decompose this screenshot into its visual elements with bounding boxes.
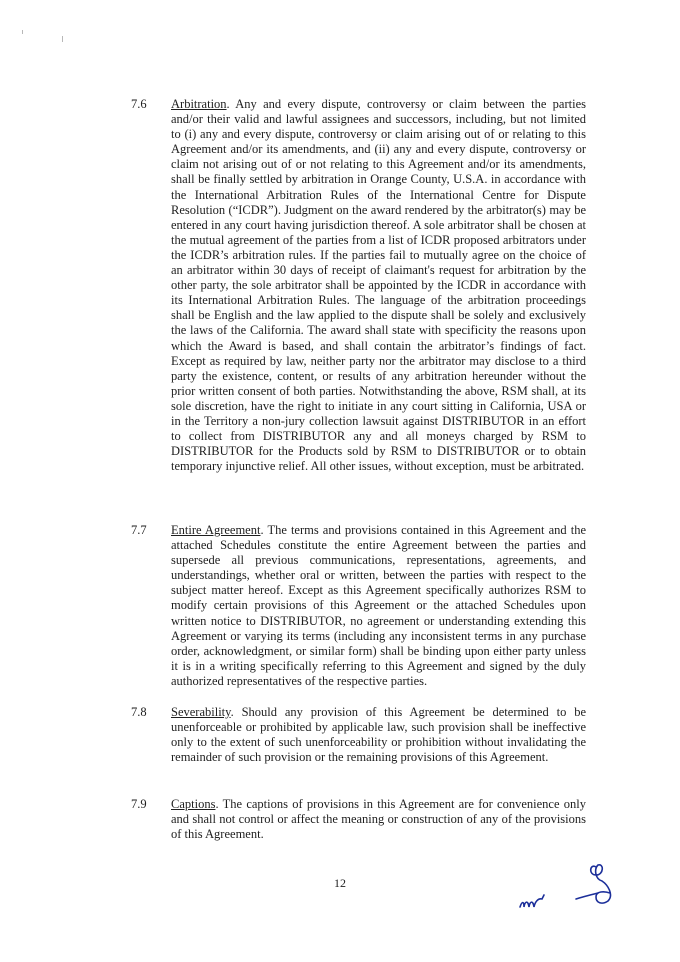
clause-text: . The captions of provisions in this Agreement are for convenience only and shall not control or affect the meaning or construction of any of the provisions of this Agreement. <box>171 797 586 842</box>
clause-heading: Arbitration <box>171 97 227 111</box>
clause-text: . The terms and provisions contained in this Agreement and the attached Schedules constitute the entire Agreement between the parties and supersede all previous communications, representations, agreements, and understandings, whether oral or written, between the parties with respect to the subject matter hereof. Except as this Agreement specifically authorizes RSM to modify certain provisions of this Agreement or the attached Schedules upon written notice to DISTRIBUTOR, no agreement or understanding extending this Agreement or varying its terms (including any inconsistent terms in any purchase order, acknowledgment, or similar form) shall be binding upon either party unless it is in a writing specifically referring to this Agreement and signed by the duly authorized representatives of the respective parties. <box>171 523 586 688</box>
clause-body <box>171 97 586 474</box>
clause-text: . Any and every dispute, controversy or claim between the parties and/or their valid and lawful assignees and successors, including, but not limited to (i) any and every dispute, controversy or claim arising out of or relating to this Agreement and/or its amendments, and (ii) any and every dispute, controversy or claim not arising out of or not relating to this Agreement and/or its amendments, shall be finally settled by arbitration in Orange County, U.S.A. in accordance with the International Arbitration Rules of the International Centre for Dispute Resolution (“ICDR”). Judgment on the award rendered by the arbitrator(s) may be entered in any court having jurisdiction thereof. A sole arbitrator shall be chosen at the mutual agreement of the parties from a list of ICDR proposed arbitrators under the ICDR’s arbitration rules. If the parties fail to mutually agree on the choice of an arbitrator within 30 days of receipt of claimant's request for arbitration by the other party, the sole arbitrator shall be appointed by the ICDR in accordance with its International Arbitration Rules. The language of the arbitration proceedings shall be English and the law applied to the dispute shall be solely and exclusively the laws of the California. The award shall state with specificity the reasons upon which the Award is based, and shall contain the arbitrator’s findings of fact. Except as required by law, neither party nor the arbitrator may disclose to a third party the existence, content, or results of any arbitration hereunder without the prior written consent of both parties. Notwithstanding the above, RSM shall, at its sole discretion, have the right to initiate in any court sitting in California, USA or in the Territory a non-jury collection lawsuit against DISTRIBUTOR in an effort to collect from DISTRIBUTOR any and all moneys charged by RSM to DISTRIBUTOR for the Products sold by RSM to DISTRIBUTOR or to obtain temporary injunctive relief. All other issues, without exception, must be arbitrated. <box>171 97 586 474</box>
clause-number: 7.8 <box>131 705 147 719</box>
clause-number: 7.6 <box>131 97 147 111</box>
scan-speck <box>62 36 63 42</box>
clause-body <box>171 705 586 765</box>
handwritten-initials-signature <box>500 855 630 925</box>
clause-number: 7.7 <box>131 523 147 537</box>
clause-heading: Captions <box>171 797 216 811</box>
page-number: 12 <box>334 876 346 890</box>
scan-speck <box>22 30 23 34</box>
clause-body <box>171 797 586 842</box>
clause-heading: Severability <box>171 705 231 719</box>
clause-number: 7.9 <box>131 797 147 811</box>
clause-text: . Should any provision of this Agreement be determined to be unenforceable or prohibited by applicable law, such provision shall be ineffective only to the extent of such unenforceability or prohibition without invalidating the remainder of such provision or the remaining provisions of this Agreement. <box>171 705 586 765</box>
clause-heading: Entire Agreement <box>171 523 261 537</box>
clause-body <box>171 523 586 689</box>
